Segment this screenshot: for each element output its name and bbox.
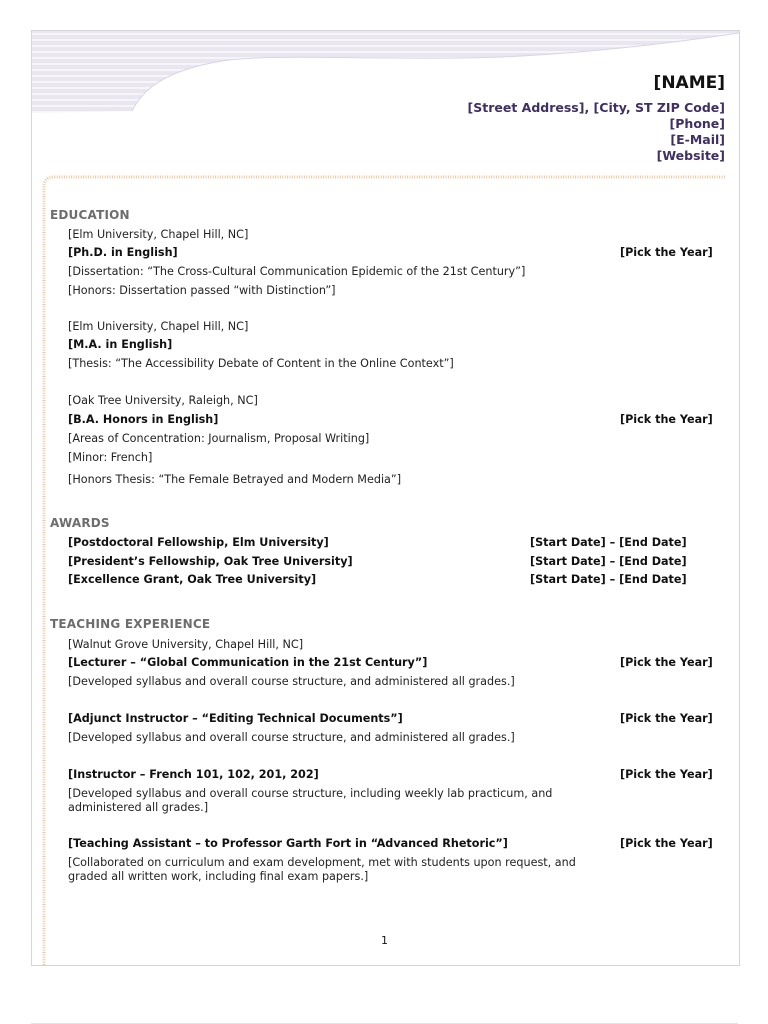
teaching-institution: [Walnut Grove University, Chapel Hill, NC]: [68, 638, 304, 651]
award-title: [Excellence Grant, Oak Tree University]: [68, 573, 317, 586]
education-degree: [M.A. in English]: [68, 338, 173, 351]
education-degree: [B.A. Honors in English]: [68, 413, 219, 426]
award-title: [President’s Fellowship, Oak Tree University]: [68, 555, 353, 568]
section-heading-education: EDUCATION: [50, 208, 130, 222]
award-dates: [Start Date] – [End Date]: [530, 573, 687, 586]
education-school: [Elm University, Chapel Hill, NC]: [68, 228, 249, 241]
contact-name: [NAME]: [653, 73, 725, 93]
award-dates: [Start Date] – [End Date]: [530, 536, 687, 549]
teaching-role-year: [Pick the Year]: [620, 768, 713, 781]
contact-address: [Street Address], [City, ST ZIP Code]: [467, 100, 725, 115]
teaching-role-title: [Instructor – French 101, 102, 201, 202]: [68, 768, 319, 781]
education-year: [Pick the Year]: [620, 246, 713, 259]
contact-website: [Website]: [656, 148, 725, 163]
teaching-role-description: [Developed syllabus and overall course structure, and administered all grades.]: [68, 731, 515, 744]
contact-email: [E-Mail]: [670, 132, 725, 147]
page-number: 1: [381, 934, 388, 947]
education-detail: [Honors: Dissertation passed “with Distinction”]: [68, 284, 336, 297]
teaching-role-year: [Pick the Year]: [620, 837, 713, 850]
section-heading-teaching: TEACHING EXPERIENCE: [50, 617, 211, 631]
award-dates: [Start Date] – [End Date]: [530, 555, 687, 568]
award-title: [Postdoctoral Fellowship, Elm University]: [68, 536, 329, 549]
teaching-role-title: [Adjunct Instructor – “Editing Technical Documents”]: [68, 712, 403, 725]
education-school: [Elm University, Chapel Hill, NC]: [68, 320, 249, 333]
section-heading-awards: AWARDS: [50, 516, 110, 530]
education-degree: [Ph.D. in English]: [68, 246, 178, 259]
contact-phone: [Phone]: [669, 116, 725, 131]
teaching-role-title: [Lecturer – “Global Communication in the 21st Century”]: [68, 656, 428, 669]
teaching-role-year: [Pick the Year]: [620, 712, 713, 725]
side-rule-decoration: [32, 31, 739, 965]
education-detail: [Honors Thesis: “The Female Betrayed and Modern Media”]: [68, 473, 402, 486]
teaching-role-year: [Pick the Year]: [620, 656, 713, 669]
education-year: [Pick the Year]: [620, 413, 713, 426]
education-detail: [Dissertation: “The Cross-Cultural Communication Epidemic of the 21st Century”]: [68, 265, 526, 278]
education-school: [Oak Tree University, Raleigh, NC]: [68, 394, 258, 407]
teaching-role-description: [Developed syllabus and overall course structure, and administered all grades.]: [68, 675, 515, 688]
resume-page: [31, 30, 740, 966]
education-detail: [Minor: French]: [68, 451, 153, 464]
education-detail: [Areas of Concentration: Journalism, Proposal Writing]: [68, 432, 370, 445]
education-detail: [Thesis: “The Accessibility Debate of Content in the Online Context”]: [68, 357, 454, 370]
teaching-role-title: [Teaching Assistant – to Professor Garth Fort in “Advanced Rhetoric”]: [68, 837, 508, 850]
teaching-role-description: [Developed syllabus and overall course structure, including weekly lab practicum, and administered all grades.]: [68, 787, 553, 814]
teaching-role-description: [Collaborated on curriculum and exam development, met with students upon request, and graded all written work, including final exam papers.]: [68, 856, 576, 883]
